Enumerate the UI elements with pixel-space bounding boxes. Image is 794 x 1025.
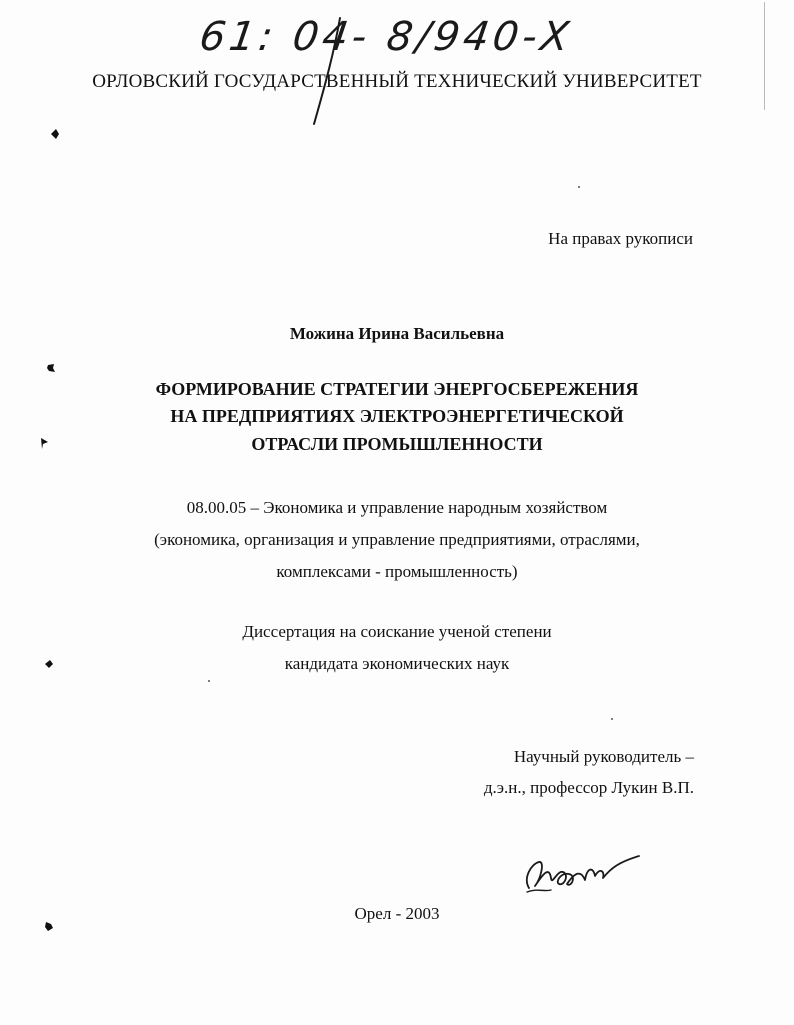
scan-edge-line xyxy=(764,2,765,110)
margin-mark-icon xyxy=(46,362,56,374)
degree-line-1: Диссертация на соискание ученой степени xyxy=(242,622,552,641)
city-year: Орел - 2003 xyxy=(354,904,440,923)
specialty-line-1: 08.00.05 – Экономика и управление народным хозяйством xyxy=(186,498,608,517)
margin-mark-icon xyxy=(50,128,60,140)
scan-speck xyxy=(578,186,580,188)
margin-mark-icon xyxy=(44,658,54,670)
scan-speck xyxy=(208,680,210,682)
specialty-line-2: (экономика, организация и управление предприятиями, отраслями, xyxy=(154,530,640,549)
degree-line-2: кандидата экономических наук xyxy=(284,654,510,673)
margin-mark-icon xyxy=(40,437,50,449)
specialty-line-3: комплексами - промышленность) xyxy=(276,562,518,581)
university-name: ОРЛОВСКИЙ ГОСУДАРСТВЕННЫЙ ТЕХНИЧЕСКИЙ УНИВЕРСИТЕТ xyxy=(92,71,702,92)
title-line-2: НА ПРЕДПРИЯТИЯХ ЭЛЕКТРОЭНЕРГЕТИЧЕСКОЙ xyxy=(170,406,624,426)
title-line-3: ОТРАСЛИ ПРОМЫШЛЕННОСТИ xyxy=(251,434,543,454)
supervisor-line-2: д.э.н., профессор Лукин В.П. xyxy=(483,778,694,797)
author-name: Можина Ирина Васильевна xyxy=(289,324,505,343)
manuscript-note: На правах рукописи xyxy=(548,229,693,248)
handwritten-signature xyxy=(515,848,650,900)
margin-mark-icon xyxy=(44,920,54,932)
title-line-1: ФОРМИРОВАНИЕ СТРАТЕГИИ ЭНЕРГОСБЕРЕЖЕНИЯ xyxy=(155,379,639,399)
supervisor-line-1: Научный руководитель – xyxy=(513,747,694,766)
handwritten-catalog-number: 61: 04- 8/940-Х xyxy=(196,14,576,60)
scan-speck xyxy=(611,718,613,720)
